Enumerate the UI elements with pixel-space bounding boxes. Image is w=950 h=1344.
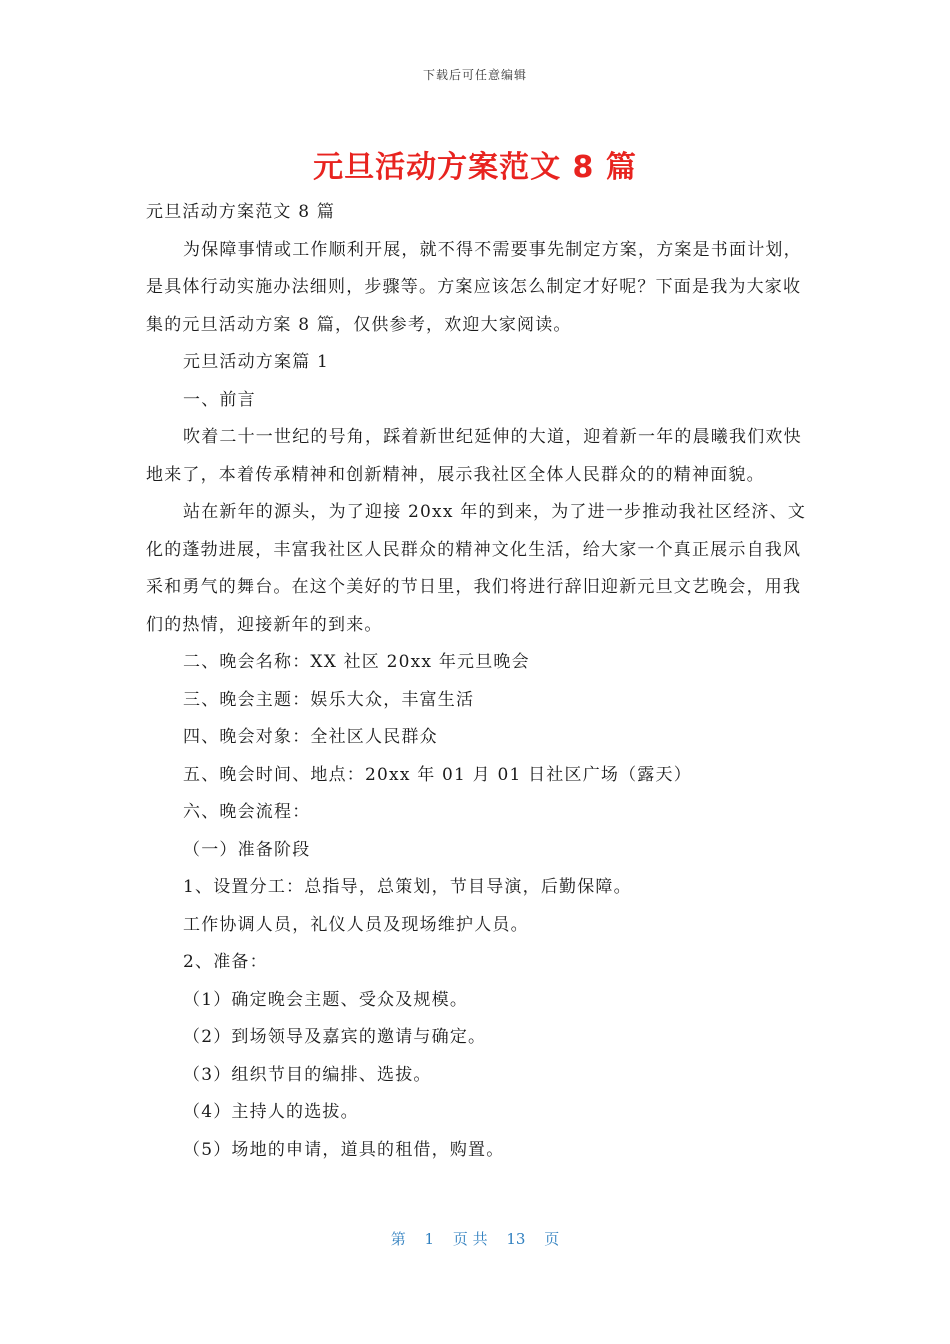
- list-item: 四、晚会对象：全社区人民群众: [183, 727, 438, 747]
- list-item: （1）确定晚会主题、受众及规模。: [183, 989, 469, 1010]
- list-item: 三、晚会主题：娱乐大众，丰富生活: [183, 689, 475, 710]
- page-suffix: 页: [544, 1230, 560, 1248]
- body-paragraph: 为保障事情或工作顺利开展，就不得不需要事先制定方案，方案是书面计划，是具体行动实施办法细则，步骤等。方案应该怎么制定才好呢？下面是我为大家收集的元旦活动方案 8 篇，仅供参考，欢迎大家阅读。: [146, 239, 802, 335]
- list-item: （5）场地的申请，道具的租借，购置。: [183, 1139, 505, 1160]
- list-item: 六、晚会流程：: [183, 802, 311, 822]
- list-item: 2、准备：: [183, 952, 268, 972]
- list-item: （一）准备阶段: [183, 839, 311, 860]
- page-number: 1: [424, 1230, 435, 1248]
- list-item: 1、设置分工：总指导，总策划，节目导演，后勤保障。: [183, 877, 632, 897]
- document-body: [146, 194, 806, 1169]
- section-heading: 一、前言: [183, 389, 256, 410]
- body-paragraph: 站在新年的源头，为了迎接 20xx 年的到来，为了进一步推动我社区经济、文化的蓬勃进展，丰富我社区人民群众的精神文化生活，给大家一个真正展示自我风采和勇气的舞台。在这个美好的节日里，我们将进行辞旧迎新元旦文艺晚会，用我们的热情，迎接新年的到来。: [146, 502, 807, 635]
- page-mid: 页 共: [452, 1230, 488, 1248]
- document-title: 元旦活动方案范文 8 篇: [313, 150, 637, 185]
- list-item: （2）到场领导及嘉宾的邀请与确定。: [183, 1027, 487, 1047]
- page-prefix: 第: [390, 1230, 406, 1248]
- list-item: （3）组织节目的编排、选拔。: [183, 1064, 432, 1085]
- section-heading: 元旦活动方案篇 1: [183, 352, 330, 372]
- page-footer: [0, 1228, 950, 1249]
- subtitle-paragraph: 元旦活动方案范文 8 篇: [146, 202, 336, 222]
- total-pages: 13: [506, 1230, 526, 1248]
- list-item: 五、晚会时间、地点：20xx 年 01 月 01 日社区广场（露天）: [183, 764, 692, 785]
- list-item: （4）主持人的选拔。: [183, 1102, 359, 1122]
- header-note: 下载后可任意编辑: [422, 68, 527, 82]
- list-item: 二、晚会名称：XX 社区 20xx 年元旦晚会: [183, 652, 530, 672]
- body-paragraph: 吹着二十一世纪的号角，踩着新世纪延伸的大道，迎着新一年的晨曦我们欢快地来了，本着传承精神和创新精神，展示我社区全体人民群众的的精神面貌。: [146, 427, 802, 485]
- list-item: 工作协调人员，礼仪人员及现场维护人员。: [183, 914, 529, 935]
